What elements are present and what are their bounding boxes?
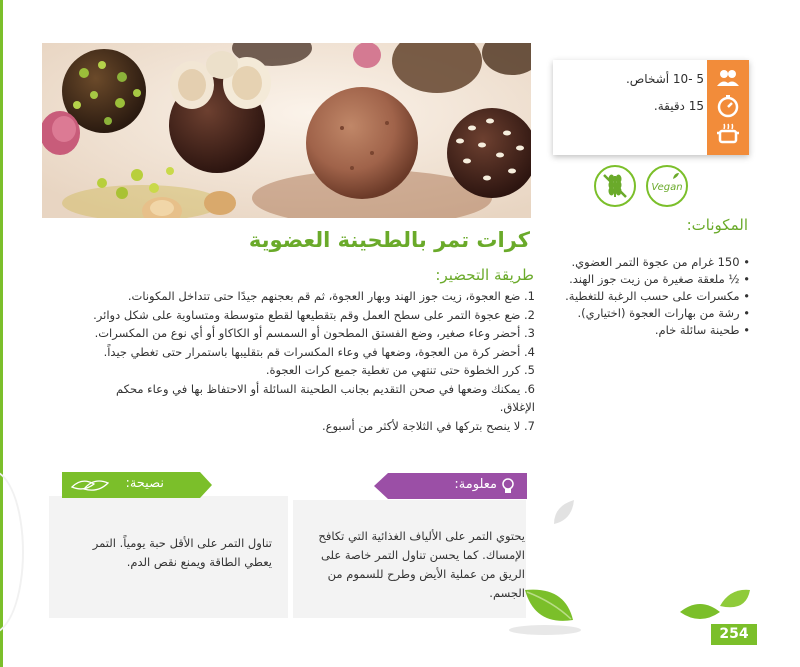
method-step: 6. يمكنك وضعها في صحن التقديم بجانب الطحينة السائلة أو الاحتفاظ بها في وعاء محكم — [115, 381, 535, 396]
fact-text — [318, 527, 525, 603]
date-balls-illustration — [42, 43, 531, 218]
fact-line: الريق من عملية الأيض وطرح للسموم من — [327, 567, 525, 581]
method-step: 3. أحضر وعاء صغير، وضع الفستق المطحون أو السمسم أو الكاكاو أو أي نوع من المكسرات. — [94, 326, 535, 340]
ingredient-item: • ½ ملعقة صغيرة من زيت جوز الهند. — [569, 272, 750, 286]
tip-label: نصيحة: — [125, 476, 164, 491]
ingredient-item: • 150 غرام من عجوة التمر العضوي. — [571, 255, 750, 269]
method-heading: طريقة التحضير: — [435, 266, 534, 284]
servings-text: 5 -10 أشخاص. — [625, 72, 704, 86]
people-icon — [715, 65, 741, 91]
method-steps — [93, 287, 535, 435]
page-number: 254 — [711, 624, 757, 645]
method-step: 4. أحضر كرة من العجوة، وضعها في وعاء المكسرات قم بتقليبها باستمرار حتى تغطي جيداً. — [103, 344, 535, 359]
fact-line: الجسم. — [489, 586, 525, 600]
ingredient-item: • رشة من بهارات العجوة (اختياري). — [577, 306, 750, 320]
fact-line: يحتوي التمر على الألياف الغذائية التي تكافح — [318, 529, 525, 543]
ingredient-item: • طحينة سائلة خام. — [654, 323, 750, 337]
stopwatch-icon — [715, 93, 741, 119]
method-step: الإغلاق. — [499, 400, 535, 414]
tip-line: يعطي الطاقة ويمنع نقص الدم. — [126, 555, 272, 569]
ingredients-heading: المكونات: — [686, 216, 748, 234]
fact-tag — [374, 473, 527, 499]
tip-tag — [62, 472, 212, 498]
ingredient-item: • مكسرات على حسب الرغبة للتغطية. — [565, 289, 750, 303]
edge-decoration — [0, 470, 24, 634]
method-step: 7. لا ينصح بتركها في الثلاجة لأكثر من أسبوع. — [321, 418, 535, 433]
ingredients-list — [565, 254, 750, 339]
fact-label: معلومة: — [454, 477, 497, 492]
vegan-label: Vegan — [651, 182, 683, 193]
small-leaf-icon — [549, 498, 579, 532]
tip-line: تناول التمر على الأقل حبة يومياً. التمر — [92, 536, 272, 550]
wheat-free-icon — [594, 165, 636, 207]
leaf-icon — [505, 580, 585, 644]
method-step: 1. ضع العجوة، زيت جوز الهند وبهار العجوة، ثم قم بعجنهم جيدًا حتى تتداخل المكونات. — [127, 289, 535, 303]
recipe-photo — [42, 43, 531, 218]
fact-line: الإمساك. كما يحسن تناول التمر خاصة على — [320, 548, 525, 562]
tip-text — [93, 534, 272, 572]
vegan-badge — [646, 165, 688, 207]
time-text: 15 دقيقة. — [653, 99, 704, 113]
cooking-pot-icon — [715, 122, 741, 148]
method-step: 2. ضع عجوة التمر على سطح العمل وقم بتقطيعها لقطع متوسطة ومتساوية على شكل دوائر. — [93, 307, 535, 322]
recipe-title: كرات تمر بالطحينة العضوية — [248, 228, 530, 252]
method-step: 5. كرر الخطوة حتى تنتهي من تغطية جميع كرات العجوة. — [265, 363, 535, 377]
